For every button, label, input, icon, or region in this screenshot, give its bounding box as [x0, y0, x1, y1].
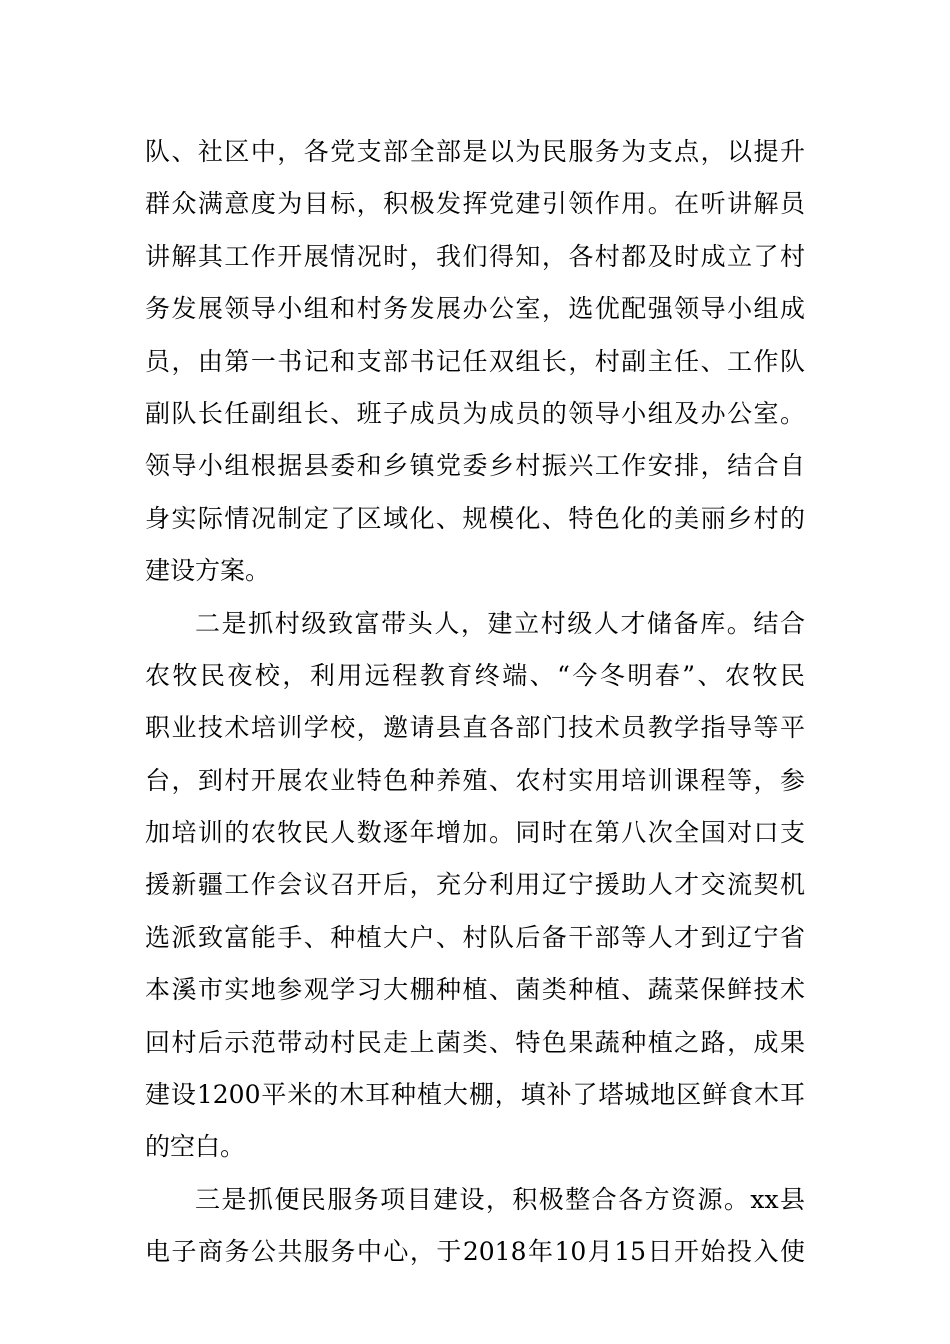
text-line: 台，到村开展农业特色种养殖、农村实用培训课程等，参: [145, 765, 805, 795]
text-line: 回村后示范带动村民走上菌类、特色果蔬种植之路，成果: [145, 1027, 805, 1057]
text-line: 加培训的农牧民人数逐年增加。同时在第八次全国对口支: [145, 818, 805, 848]
text-line: 领导小组根据县委和乡镇党委乡村振兴工作安排，结合自: [145, 451, 805, 481]
text-line: 农牧民夜校，利用远程教育终端、“今冬明春”、农牧民: [145, 660, 805, 690]
text-line: 选派致富能手、种植大户、村队后备干部等人才到辽宁省: [145, 922, 805, 952]
text-line: 身实际情况制定了区域化、规模化、特色化的美丽乡村的: [145, 503, 805, 533]
text-line: 本溪市实地参观学习大棚种植、菌类种植、蔬菜保鲜技术: [145, 975, 805, 1005]
text-line: 副队长任副组长、班子成员为成员的领导小组及办公室。: [145, 398, 805, 428]
text-line: 队、社区中，各党支部全部是以为民服务为支点，以提升: [145, 137, 805, 166]
paragraph-1: [145, 126, 805, 598]
text-line: 务发展领导小组和村务发展办公室，选优配强领导小组成: [145, 294, 805, 324]
text-line: 员，由第一书记和支部书记任双组长，村副主任、工作队: [145, 346, 805, 376]
text-line: 建设方案。: [145, 556, 271, 586]
paragraph-2: [145, 598, 805, 1174]
document-body: [145, 126, 805, 1279]
text-line: 三是抓便民服务项目建设，积极整合各方资源。xx县: [195, 1184, 805, 1214]
paragraph-3: [145, 1174, 805, 1279]
text-line: 建设1200平米的木耳种植大棚，填补了塔城地区鲜食木耳: [145, 1080, 805, 1110]
text-line: 的空白。: [145, 1132, 246, 1162]
text-line: 讲解其工作开展情况时，我们得知，各村都及时成立了村: [145, 241, 805, 271]
text-line: 援新疆工作会议召开后，充分利用辽宁援助人才交流契机: [145, 870, 805, 900]
text-line: 二是抓村级致富带头人，建立村级人才储备库。结合: [195, 608, 805, 638]
text-line: 群众满意度为目标，积极发挥党建引领作用。在听讲解员: [145, 189, 805, 219]
text-line: 电子商务公共服务中心，于2018年10月15日开始投入使: [145, 1237, 805, 1267]
text-line: 职业技术培训学校，邀请县直各部门技术员教学指导等平: [145, 713, 805, 743]
